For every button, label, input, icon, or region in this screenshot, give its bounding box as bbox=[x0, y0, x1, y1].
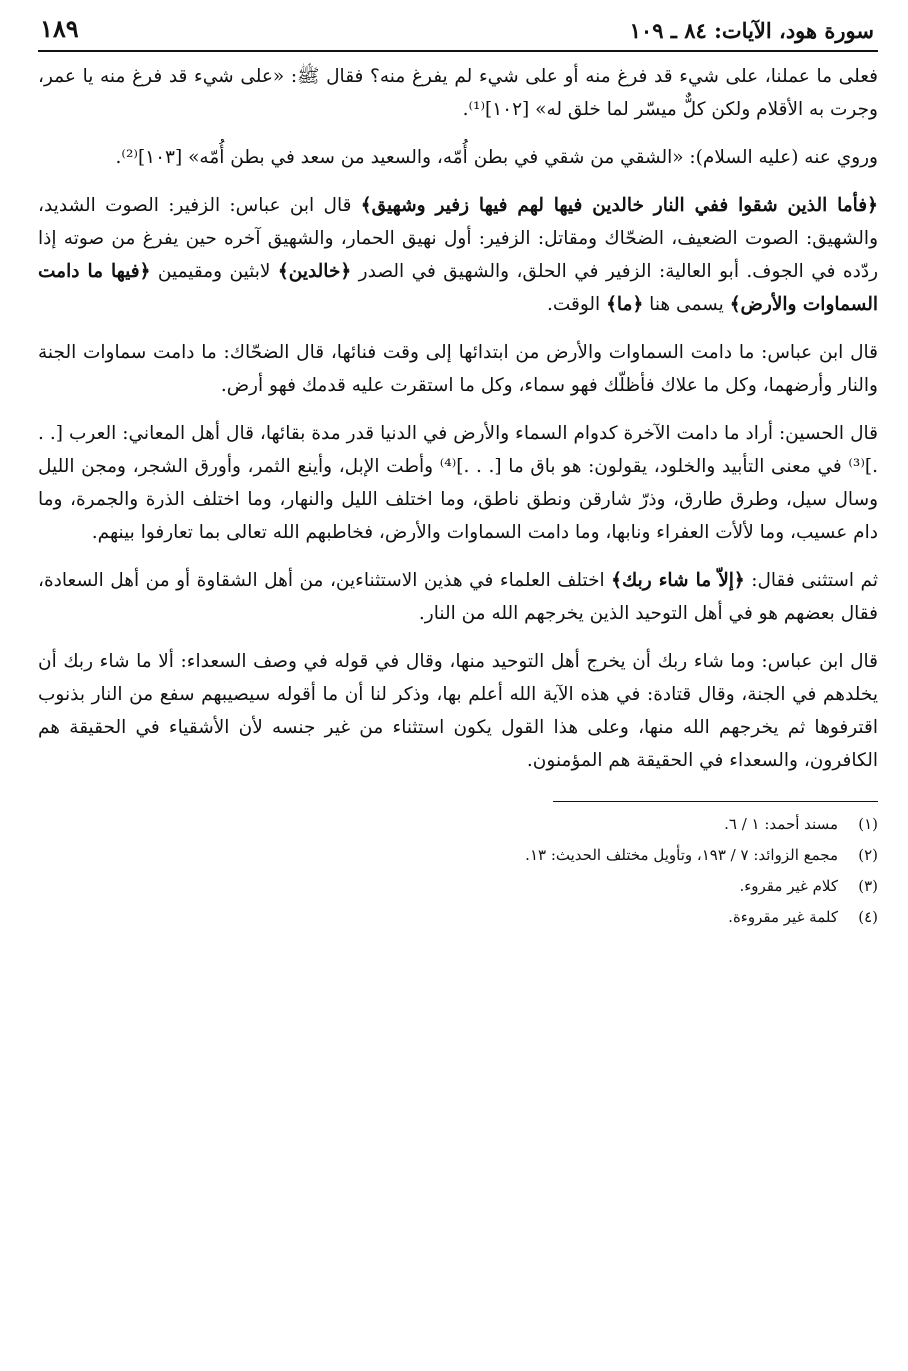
footnote-4 bbox=[38, 905, 878, 929]
quran-verse: ﴿خالدين﴾ bbox=[277, 261, 352, 282]
text-segment: فعلى ما عملنا، على شيء قد فرغ منه أو على شيء لم يفرغ منه؟ فقال ﷺ: «على شيء قد فرغ منه يا عمر، وجرت به الأقلام ولكن كلٌّ ميسّر لما خلق له» [١٠٢]⁽¹⁾. bbox=[38, 66, 878, 120]
paragraph-5 bbox=[38, 417, 878, 549]
paragraph-2 bbox=[38, 141, 878, 174]
quran-verse: ﴿ما﴾ bbox=[606, 294, 644, 315]
page-header bbox=[38, 14, 878, 52]
footnote-text: كلام غير مقروء. bbox=[739, 877, 838, 895]
paragraph-4 bbox=[38, 336, 878, 402]
footnote-divider bbox=[553, 801, 878, 802]
text-segment: الوقت. bbox=[546, 294, 607, 315]
text-segment: لابثين ومقيمين bbox=[150, 261, 278, 282]
page-body bbox=[38, 60, 878, 777]
text-segment: قال ابن عباس: وما شاء ربك أن يخرج أهل التوحيد منها، وقال في قوله في وصف السعداء: ألا ما شاء ربك أن يخلدهم في الجنة، وقال قتادة: في هذه الآية الله أعلم بها، وذكر لنا أن ما أقوله سيصيبهم سفع من النار بذنوب اقترفوها ثم يخرجهم الله منها، وعلى هذا القول يكون استثناء من غير جنسه لأن الأشقياء في الحقيقة هم الكافرون، والسعداء في الحقيقة هم المؤمنون. bbox=[38, 651, 878, 771]
footnote-text: كلمة غير مقروءة. bbox=[728, 908, 838, 926]
footnote-2 bbox=[38, 843, 878, 867]
paragraph-3 bbox=[38, 189, 878, 321]
footnote-number: (٤) bbox=[858, 908, 878, 926]
text-segment: وروي عنه (عليه السلام): «الشقي من شقي في بطن أُمّه، والسعيد من سعد في بطن أُمّه» [١٠٣]⁽²⁾. bbox=[115, 147, 878, 168]
text-segment: قال ابن عباس: الزفير: الصوت الشديد، والشهيق: الصوت الضعيف، الضحّاك ومقاتل: الزفير: أول نهيق الحمار، والشهيق آخره حين يفرغ من صوته إذا ردّده في الجوف. أبو العالية: الزفير في الحلق، والشهيق في الصدر bbox=[38, 195, 879, 282]
footnotes bbox=[38, 812, 878, 929]
paragraph-6 bbox=[38, 564, 878, 630]
quran-verse: ﴿فيها ما دامت السماوات والأرض﴾ bbox=[38, 261, 878, 315]
book-page bbox=[38, 14, 878, 1354]
footnote-number: (٢) bbox=[858, 846, 878, 864]
text-segment: يسمى هنا bbox=[643, 294, 730, 315]
footnote-number: (١) bbox=[858, 815, 878, 833]
paragraph-1 bbox=[38, 60, 878, 126]
quran-verse: ﴿فأما الذين شقوا ففي النار خالدين فيها لهم فيها زفير وشهيق﴾ bbox=[360, 195, 878, 216]
footnote-number: (٣) bbox=[858, 877, 878, 895]
page-number: ١٨٩ bbox=[40, 14, 79, 43]
text-segment: قال الحسين: أراد ما دامت الآخرة كدوام السماء والأرض في الدنيا قدر مدة بقائها، قال أهل المعاني: العرب [. . .]⁽³⁾ في معنى التأبيد والخلود، يقولون: هو باق ما [. . .]⁽⁴⁾ وأطت الإبل، وأينع الثمر، وأورق الشجر، ومجن الليل وسال سيل، وطرق طارق، وذرّ شارقن ونطق ناطق، وما اختلف الليل والنهار، وما اختلف الذرة والجمرة، وما دام عسيب، وما لألأت العفراء ونابها، وما دامت السماوات والأرض، فخاطبهم الله تعالى بما تعارفوا بينهم. bbox=[38, 423, 878, 543]
text-segment: قال ابن عباس: ما دامت السماوات والأرض من ابتدائها إلى وقت فنائها، قال الضحّاك: ما دامت سماوات الجنة والنار وأرضهما، وكل ما علاك فأظلّك فهو سماء، وكل ما استقرت عليه قدمك فهو أرض. bbox=[38, 342, 878, 396]
text-segment: اختلف العلماء في هذين الاستثناءين، من أهل الشقاوة أو من أهل السعادة، فقال بعضهم هو في أهل التوحيد الذين يخرجهم الله من النار. bbox=[38, 570, 878, 624]
text-segment: ثم استثنى فقال: bbox=[744, 570, 878, 591]
footnote-3 bbox=[38, 874, 878, 898]
footnote-text: مجمع الزوائد: ٧ / ١٩٣، وتأويل مختلف الحديث: ١٣. bbox=[525, 846, 838, 864]
footnote-text: مسند أحمد: ١ / ٦. bbox=[724, 815, 838, 833]
quran-verse: ﴿إلاّ ما شاء ربك﴾ bbox=[611, 570, 745, 591]
paragraph-7 bbox=[38, 645, 878, 777]
running-title: سورة هود، الآيات: ٨٤ ـ ١٠٩ bbox=[629, 18, 874, 43]
footnote-1 bbox=[38, 812, 878, 836]
